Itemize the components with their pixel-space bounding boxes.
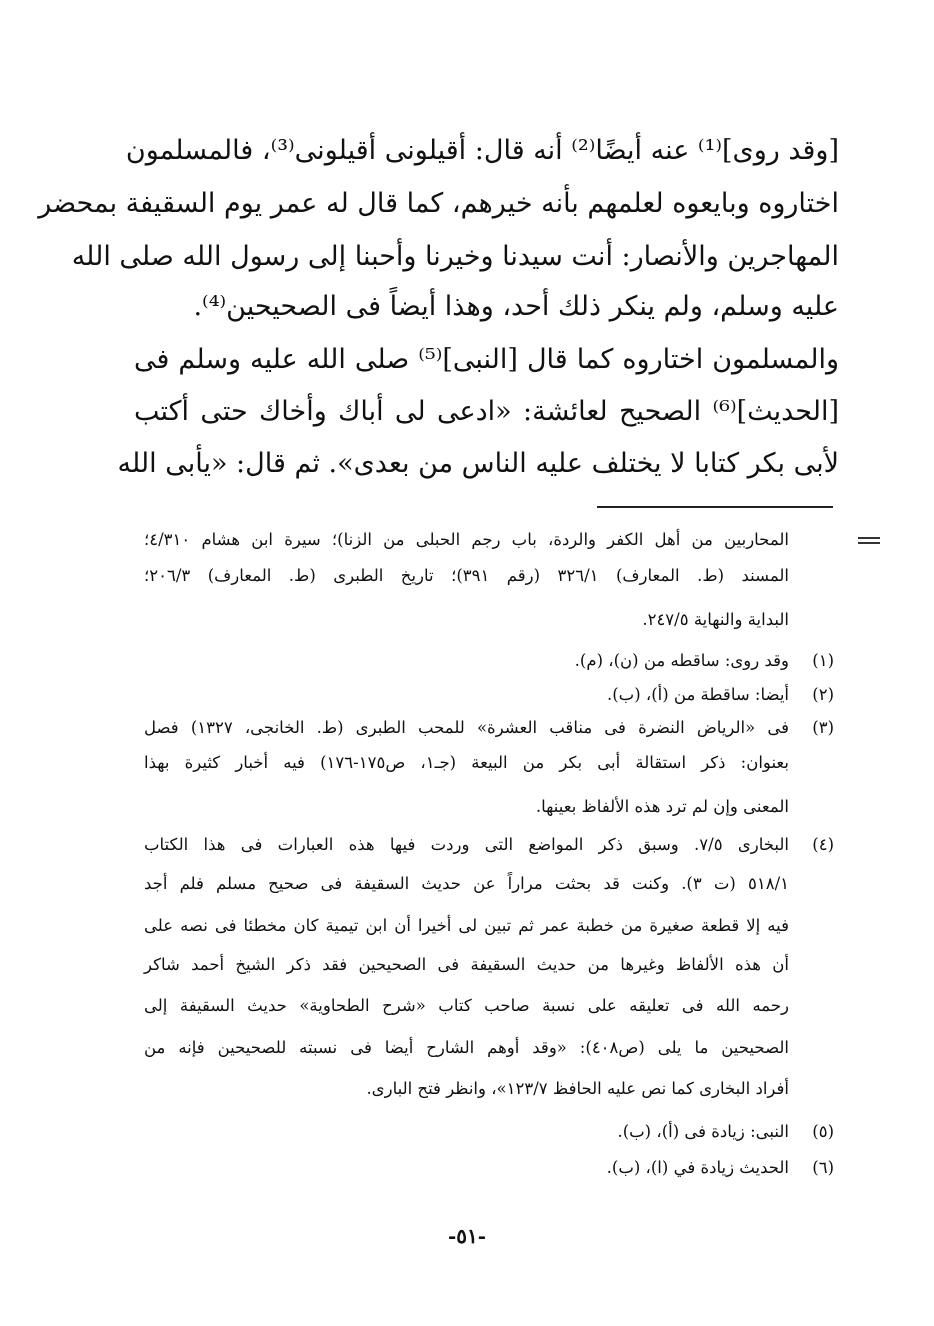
footnote-line: أن هذه الألفاظ وغيرها من حديث السقيفة فى الصحيحين فقد ذكر الشيخ أحمد شاكر — [144, 955, 789, 974]
footnote-line: رحمه الله فى تعليقه على نسبة صاحب كتاب «شرح الطحاوية» حديث السقيفة إلى — [144, 996, 789, 1015]
footnote-line: المحاربين من أهل الكفر والردة، باب رجم الحبلى من الزنا)؛ سيرة ابن هشام ٤/٣١٠؛ — [144, 530, 789, 549]
footnote-line: النبى: زيادة فى (أ)، (ب). — [617, 1122, 789, 1141]
footnote-line: ٥١٨/١ (ت ٣). وكنت قد بحثت مراراً عن حديث السقيفة فى صحيح مسلم فلم أجد — [144, 874, 789, 893]
footnote-line: فى «الرياض النضرة فى مناقب العشرة» للمحب الطبرى (ط. الخانجى، ١٣٢٧) فصل — [144, 718, 789, 737]
main-text-line: [الحديث]⁽⁶⁾ الصحيح لعائشة: «ادعى لى أباك وأخاك حتى أكتب — [134, 396, 839, 427]
footnote-number: (١) — [812, 651, 834, 670]
footnote-number: (٢) — [812, 685, 834, 704]
footnote-line: المعنى وإن لم ترد هذه الألفاظ بعينها. — [535, 797, 789, 816]
footnote-line: البخارى ٧/٥. وسبق ذكر المواضع التى وردت فيها هذه العبارات فى هذا الكتاب — [144, 835, 789, 854]
footnote-line: البداية والنهاية ٢٤٧/٥. — [642, 610, 789, 629]
footnote-number: (٤) — [812, 835, 834, 854]
main-text-line: المهاجرين والأنصار: أنت سيدنا وخيرنا وأحبنا إلى رسول الله صلى الله — [71, 241, 839, 272]
footnote-line: الحديث زيادة في (ا)، (ب). — [606, 1158, 789, 1177]
main-text-line: والمسلمون اختاروه كما قال [النبى]⁽⁵⁾ صلى الله عليه وسلم فى — [134, 344, 839, 375]
main-text-line: لأبى بكر كتابا لا يختلف عليه الناس من بعدى». ثم قال: «يأبى الله — [117, 448, 839, 479]
page-number: -٥١- — [447, 1224, 487, 1248]
footnote-line: وقد روى: ساقطه من (ن)، (م). — [574, 651, 789, 670]
margin-mark — [858, 537, 880, 547]
footnote-line: أفراد البخارى كما نص عليه الحافظ ١٢٣/٧»، وانظر فتح البارى. — [366, 1079, 789, 1098]
main-text-line: عليه وسلم، ولم ينكر ذلك أحد، وهذا أيضاً فى الصحيحين⁽⁴⁾. — [193, 291, 839, 322]
main-text-line: اختاروه وبايعوه لعلمهم بأنه خيرهم، كما قال له عمر يوم السقيفة بمحضر — [38, 188, 839, 219]
footnote-line: الصحيحين ما يلى (ص٤٠٨): «وقد أوهم الشارح أيضا فى نسبته للصحيحين فإنه من — [144, 1038, 789, 1057]
footnote-number: (٣) — [812, 718, 834, 737]
footnote-line: بعنوان: ذكر استقالة أبى بكر من البيعة (جـ١، ص١٧٥-١٧٦) فيه أخبار كثيرة بهذا — [144, 753, 789, 772]
main-text-line: [وقد روى]⁽¹⁾ عنه أيضًا⁽²⁾ أنه قال: أقيلونى أقيلونى⁽³⁾، فالمسلمون — [125, 135, 839, 166]
footnote-line: أيضا: ساقطة من (أ)، (ب). — [606, 685, 789, 704]
footnote-line: المسند (ط. المعارف) ٣٢٦/١ (رقم ٣٩١)؛ تاريخ الطبرى (ط. المعارف) ٢٠٦/٣؛ — [144, 566, 789, 585]
footnote-separator — [597, 506, 833, 508]
footnote-number: (٦) — [812, 1158, 834, 1177]
footnote-line: فيه إلا قطعة صغيرة من خطبة عمر ثم تبين لى أخيرا أن ابن تيمية كان مخطئا فى نصه على — [144, 916, 789, 935]
footnote-number: (٥) — [812, 1122, 834, 1141]
